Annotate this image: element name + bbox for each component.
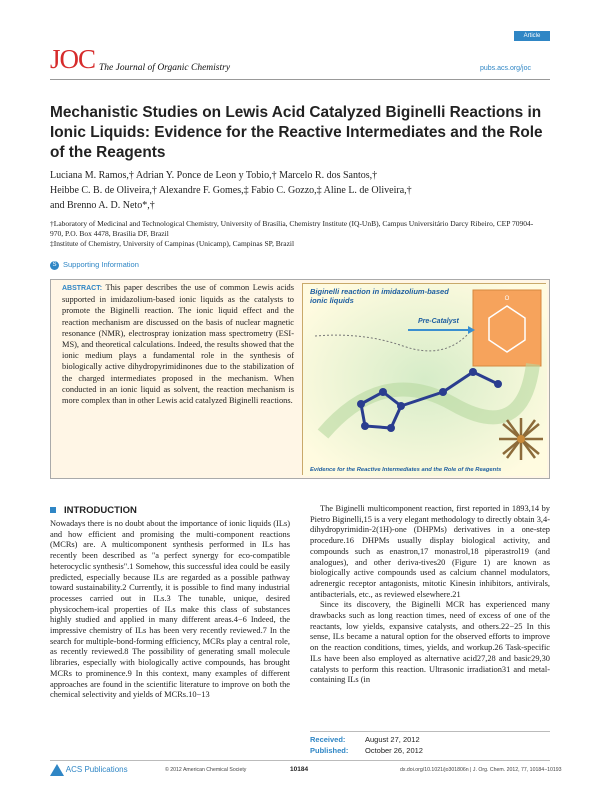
header-rule <box>50 79 550 80</box>
acs-logo-icon <box>50 764 64 776</box>
svg-text:O: O <box>504 296 510 302</box>
toc-illustration <box>303 284 547 476</box>
intro-column-2 <box>310 504 550 686</box>
article-title: Mechanistic Studies on Lewis Acid Catalyzed Biginelli Reactions in Ionic Liquids: Evidence for the Reactive Intermediates and the Role of the Reagents <box>50 104 543 161</box>
section-square-icon <box>50 507 56 513</box>
section-heading-label: INTRODUCTION <box>64 505 137 516</box>
publisher-name: ACS Publications <box>65 765 128 775</box>
acs-publications-logo[interactable] <box>50 764 128 776</box>
intro-paragraph: Since its discovery, the Biginelli MCR has experienced many drawbacks such as long reaction times, need of excess of one of the reactants, low yields, expansive catalysts, and others.22−25 In this sense, ILs became a natural option for the observed efforts to improve on the reaction conditions, times, yields, and workup.26 Task-specific ILs have been also employed as alternative acid27,28 and basic29,30 catalysts to perform this reaction. Ultrasonic irradiation31 and metal-containing ILs (in <box>310 600 550 685</box>
intro-paragraph: Nowadays there is no doubt about the importance of ionic liquids (ILs) and how efficient and promising the multi-component reactions (MCRs) are. A multicomponent synthesis performed in ILs has recently been described as "a perfect synergy for eco-compatible heterocyclic synthesis".1 Somehow, this successful idea could be easily predicted, especially because ILs are regarded as a possible pathway toward sustainability.2 Currently, it is possible to find many industrial processes carried out in ILs.3 The tunable, unique, desired physicochem-ical properties of ILs make this class of substances highly studied and applied in many different areas.4−6 Indeed, the impressive chemistry of ILs has been very recently reviewed.7 In the search for multiple-bond-forming efficiency, MCRs play a central role, as recently reviewed.8 The possibility of generating small molecule libraries, especially with biologically active compounds, has brought MCRs to prominence.9 In this context, many examples of different approaches are found in the scientific literature to improve on both the chemical selectivity and yields of MCRs.10−13 <box>50 519 290 700</box>
abstract-text <box>62 282 294 406</box>
author-line: Luciana M. Ramos,† Adrian Y. Ponce de Leon y Tobio,† Marcelo R. dos Santos,† <box>50 170 378 181</box>
toc-arrow-label: Pre-Catalyst <box>418 318 459 325</box>
abstract-body: This paper describes the use of common Lewis acids supported in imidazolium-based ionic liquids as the catalysts to promote the Biginelli reaction. The ionic liquid effect and the reaction mechanism are discussed on the basis of nuclear magnetic resonance (NMR), electrospray ionization mass spectrometry (ESI-MS), and theoretical calculations. Indeed, the results showed that the ionic medium plays a fundamental role in the synthesis of biologically active dihydropyrimidinones due to the stabilization of the charged intermediates proposed in the mechanism. When conducted in an ionic liquid as solvent, the reaction mechanism is more complex than in other Lewis acid catalyzed Biginelli reactions. <box>62 283 294 406</box>
published-label: Published: <box>310 745 349 755</box>
intro-column-1 <box>50 519 290 701</box>
toc-graphic <box>302 283 546 475</box>
affiliation-1: †Laboratory of Medicinal and Technological Chemistry, University of Brasília, Chemistry Institute (IQ-UnB), Campus Universitário Darcy Ribeiro, CEP 70904-970, P.O. Box 4478, Brasília DF, Brazil <box>50 219 534 238</box>
abstract-label: ABSTRACT: <box>62 285 103 292</box>
footer-rule <box>50 760 550 761</box>
intro-paragraph: The Biginelli multicomponent reaction, first reported in 1893,14 by Pietro Biginelli,15 is a very elegant methodology to directly obtain 3,4-dihydropyrimidin-2(1H)-one (DHPMs) derivatives in a one-step procedure.16 DHPMs usually display biological activity, and compounds such as enastron,17 monastrol,18 piperastrol19 (and analogues), and other deriva-tives20 (Figure 1) are known as biologically active compounds used as calcium channel modulators, adrenergic receptor antagonists, mitotic Kinesin inhibitors, antivirals, antibacterials, etc., as reviewed elsewhere.21 <box>310 504 550 599</box>
article-badge: Article <box>514 31 550 41</box>
received-label: Received: <box>310 735 346 744</box>
section-heading-introduction <box>50 505 137 516</box>
published-date: October 26, 2012 <box>365 745 423 755</box>
supporting-information-link[interactable] <box>50 260 139 270</box>
supporting-info-label: Supporting Information <box>63 260 139 269</box>
affiliation-2: ‡Institute of Chemistry, University of Campinas (Unicamp), Campinas SP, Brazil <box>50 239 295 248</box>
doi-citation[interactable]: dx.doi.org/10.1021/jo301806n | J. Org. Chem. 2012, 77, 10184−10193 <box>400 767 562 773</box>
author-line: Heibbe C. B. de Oliveira,† Alexandre F. Gomes,‡ Fabio C. Gozzo,‡ Aline L. de Oliveira,† <box>50 185 412 196</box>
author-line: and Brenno A. D. Neto*,† <box>50 200 155 211</box>
dates-rule <box>310 731 550 732</box>
journal-site-link[interactable]: pubs.acs.org/joc <box>480 65 531 72</box>
supporting-info-icon: S <box>50 261 59 270</box>
toc-heading: Biginelli reaction in imidazolium-based ionic liquids <box>310 287 449 305</box>
copyright: © 2012 American Chemical Society <box>165 767 247 773</box>
publication-dates <box>310 735 423 756</box>
toc-footer: Evidence for the Reactive Intermediates and the Role of the Reagents <box>310 467 502 473</box>
affiliations <box>50 219 545 249</box>
page-number: 10184 <box>290 766 309 773</box>
received-date: August 27, 2012 <box>365 735 420 744</box>
journal-name: The Journal of Organic Chemistry <box>99 63 231 73</box>
journal-logo: JOC <box>50 44 96 74</box>
author-list <box>50 168 510 213</box>
